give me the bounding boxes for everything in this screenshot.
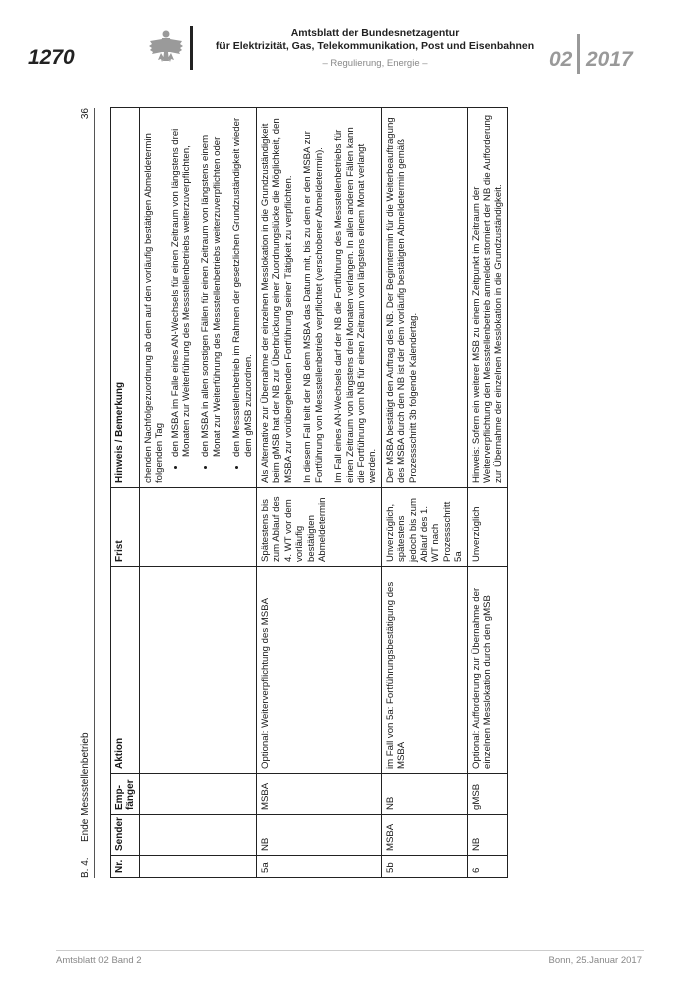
table-row	[467, 108, 507, 878]
remark-paragraph: Hinweis: Sofern ein weiterer MSB zu einem Zeitpunkt im Zeitraum der Weiterverpflichtung den Messstellenbetrieb anmeldet storniert der NB die Aufforderung zur Übernahme der einzelnen Messlokation in die Grundzuständigkeit.	[470, 114, 505, 483]
remark-paragraph: Der MSBA bestätigt den Auftrag des NB. Der Beginntermin für die Weiterbeauftragung des MSBA durch den NB ist der dem vorläufig bestätigten Abmeldetermin gemäß Prozessschritt 3b folgende Kalendertag.	[384, 117, 419, 483]
section-heading	[80, 732, 91, 878]
cell-empfaenger: MSBA	[257, 774, 382, 815]
issue-number: 02	[549, 48, 573, 71]
cell-nr: 5b	[381, 856, 467, 878]
col-header-frist: Frist	[111, 488, 140, 567]
footer-date: Bonn, 25.Januar 2017	[548, 955, 642, 966]
continuation-remark	[139, 108, 256, 488]
cell-empfaenger: gMSB	[467, 774, 507, 815]
inner-page-number: 36	[80, 108, 91, 120]
remark-paragraph: Als Alternative zur Übernahme der einzelnen Messlokation in die Grundzuständigkeit beim gMSB hat der NB zur Überbrückung einer Zuordnungslücke die Möglichkeit, den MSBA zur vorübergehenden Fortführung seiner Tätigkeit zu verpflichten.	[260, 118, 294, 483]
cell-hinweis	[257, 108, 382, 488]
cell-empfaenger: NB	[381, 774, 467, 815]
col-header-nr: Nr.	[111, 856, 140, 878]
page-number: 1270	[28, 46, 75, 69]
table-header-row	[111, 108, 140, 878]
list-item: • den MSBA im Falle eines AN-Wechsels für einen Zeitraum von längstens drei Monaten zur Weiterführung des Messstellenbetriebs weiterzuverpflichten,	[170, 112, 193, 457]
remark-paragraph: Im Fall eines AN-Wechsels darf der NB die Fortführung des Messstellenbetriebs für einen Zeitraum von längstens drei Monaten verlangen. In allen anderen Fällen kann die Fortführung vom NB für einen Zeitraum von längstens einem Monat verlangt werden.	[333, 127, 379, 483]
list-item: • den Messstellenbetrieb im Rahmen der gesetzlichen Grundzuständigkeit wieder dem gMSB zuzuordnen.	[231, 112, 254, 457]
section-number: B. 4.	[80, 857, 91, 878]
footer-rule	[56, 950, 644, 951]
cell-sender: NB	[257, 815, 382, 856]
cell-nr: 6	[467, 856, 507, 878]
col-header-aktion: Aktion	[111, 567, 140, 774]
remark-paragraph: In diesem Fall teilt der NB dem MSBA das Datum mit, bis zu dem er den MSBA zur Fortführung von Messstellenbetrieb verpflichtet (verschobener Abmeldetermin).	[302, 131, 325, 483]
cell-hinweis	[467, 108, 507, 488]
process-table	[110, 107, 508, 878]
cell-aktion: Optional: Aufforderung zur Übernahme der einzelnen Messlokation durch den gMSB	[467, 567, 507, 774]
header-divider	[190, 26, 193, 70]
col-header-hinweis: Hinweis / Bemerkung	[111, 108, 140, 488]
section-title: Ende Messstellenbetrieb	[80, 732, 91, 842]
cell-sender: MSBA	[381, 815, 467, 856]
table-row	[381, 108, 467, 878]
cell-aktion: im Fall von 5a: Fortführungsbestätigung des MSBA	[381, 567, 467, 774]
list-item: • den MSBA in allen sonstigen Fällen für einen Zeitraum von längstens einem Monat zur Weiterführung des Messstellenbetriebs weiterzuverpflichten oder	[200, 112, 223, 457]
table-row-continuation	[139, 108, 256, 878]
cell-frist: Unverzüglich	[467, 488, 507, 567]
continuation-bullet-list	[170, 112, 254, 483]
section-rule	[94, 108, 95, 878]
col-header-empfaenger: Emp- fänger	[111, 774, 140, 815]
table-row	[257, 108, 382, 878]
journal-title	[200, 27, 550, 53]
federal-eagle-icon	[148, 27, 184, 67]
landscape-page	[80, 108, 680, 878]
continuation-intro: chenden Nachfolgezuordnung ab dem auf den vorläufig bestätigen Abmeldetermin folgenden Tag	[142, 133, 166, 483]
journal-subtitle: – Regulierung, Energie –	[322, 58, 428, 69]
col-header-sender: Sender	[111, 815, 140, 856]
issue-divider	[577, 34, 580, 74]
cell-sender: NB	[467, 815, 507, 856]
issue-year: 2017	[586, 48, 633, 71]
cell-hinweis	[381, 108, 467, 488]
cell-aktion: Optional: Weiterverpflichtung des MSBA	[257, 567, 382, 774]
journal-title-line-1: Amtsblatt der Bundesnetzagentur	[290, 27, 460, 39]
cell-frist: Spätestens bis zum Ablauf des 4. WT vor dem vorläufig bestätigten Abmeldetermin	[257, 488, 382, 567]
cell-frist: Unverzüglich, spätestens jedoch bis zum Ablauf des 1. WT nach Prozessschritt 5a	[381, 488, 467, 567]
journal-title-line-2: für Elektrizität, Gas, Telekommunikation, Post und Eisenbahnen	[215, 40, 535, 52]
footer-publication: Amtsblatt 02 Band 2	[56, 955, 142, 966]
cell-nr: 5a	[257, 856, 382, 878]
